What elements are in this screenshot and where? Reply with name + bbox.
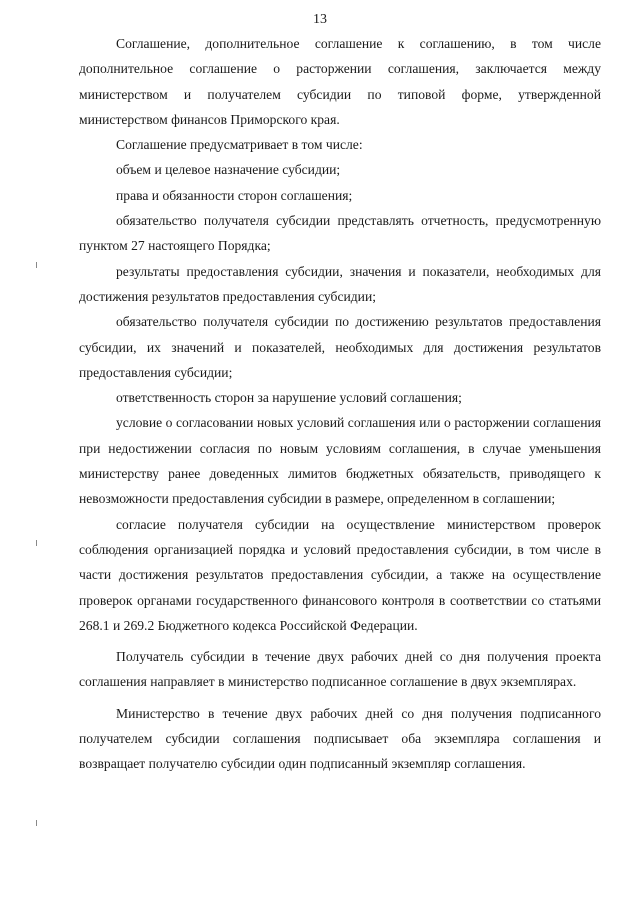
paragraph: Соглашение предусматривает в том числе: (116, 137, 363, 153)
paragraph: права и обязанности сторон соглашения; (116, 187, 353, 203)
page-number: 13 (313, 12, 327, 27)
paragraph: ответственность сторон за нарушение условий соглашения; (116, 390, 462, 406)
margin-mark (36, 262, 37, 268)
paragraph: Соглашение, дополнительное соглашение к соглашению, в том числе дополнительное соглашение о расторжении соглашения, заключается между министерством и получателем субсидии по типовой форме, утвержденной министерством финансов Приморского края. (79, 36, 601, 127)
paragraph: обязательство получателя субсидии представлять отчетность, предусмотренную пунктом 27 настоящего Порядка; (79, 213, 601, 254)
paragraph: Получатель субсидии в течение двух рабочих дней со дня получения проекта соглашения направляет в министерство подписанное соглашение в двух экземплярах. (79, 649, 601, 690)
paragraph: согласие получателя субсидии на осуществление министерством проверок соблюдения организацией порядка и условий предоставления субсидии, в том числе в части достижения результатов предоставления субсидии, а также на осуществление проверок органами государственного финансового контроля в соответствии со статьями 268.1 и 269.2 Бюджетного кодекса Российской Федерации. (79, 516, 601, 633)
margin-mark (36, 820, 37, 826)
paragraph: объем и целевое назначение субсидии; (116, 162, 341, 178)
paragraph: обязательство получателя субсидии по достижению результатов предоставления субсидии, их значений и показателей, необходимых для достижения результатов предоставления субсидии; (79, 314, 601, 380)
paragraph: Министерство в течение двух рабочих дней со дня получения подписанного получателем субсидии соглашения подписывает оба экземпляра соглашения и возвращает получателю субсидии один подписанный экземпляр соглашения. (79, 705, 601, 772)
paragraph: результаты предоставления субсидии, значения и показатели, необходимых для достижения результатов предоставления субсидии; (79, 263, 601, 304)
paragraph: условие о согласовании новых условий соглашения или о расторжении соглашения при недостижении согласия по новым условиям соглашения, в случае уменьшения министерству ранее доведенных лимитов бюджетных обязательств, приводящего к невозможности предоставления субсидии в размере, определенном в соглашении; (79, 415, 601, 507)
document-body (79, 31, 601, 777)
margin-mark (36, 540, 37, 546)
